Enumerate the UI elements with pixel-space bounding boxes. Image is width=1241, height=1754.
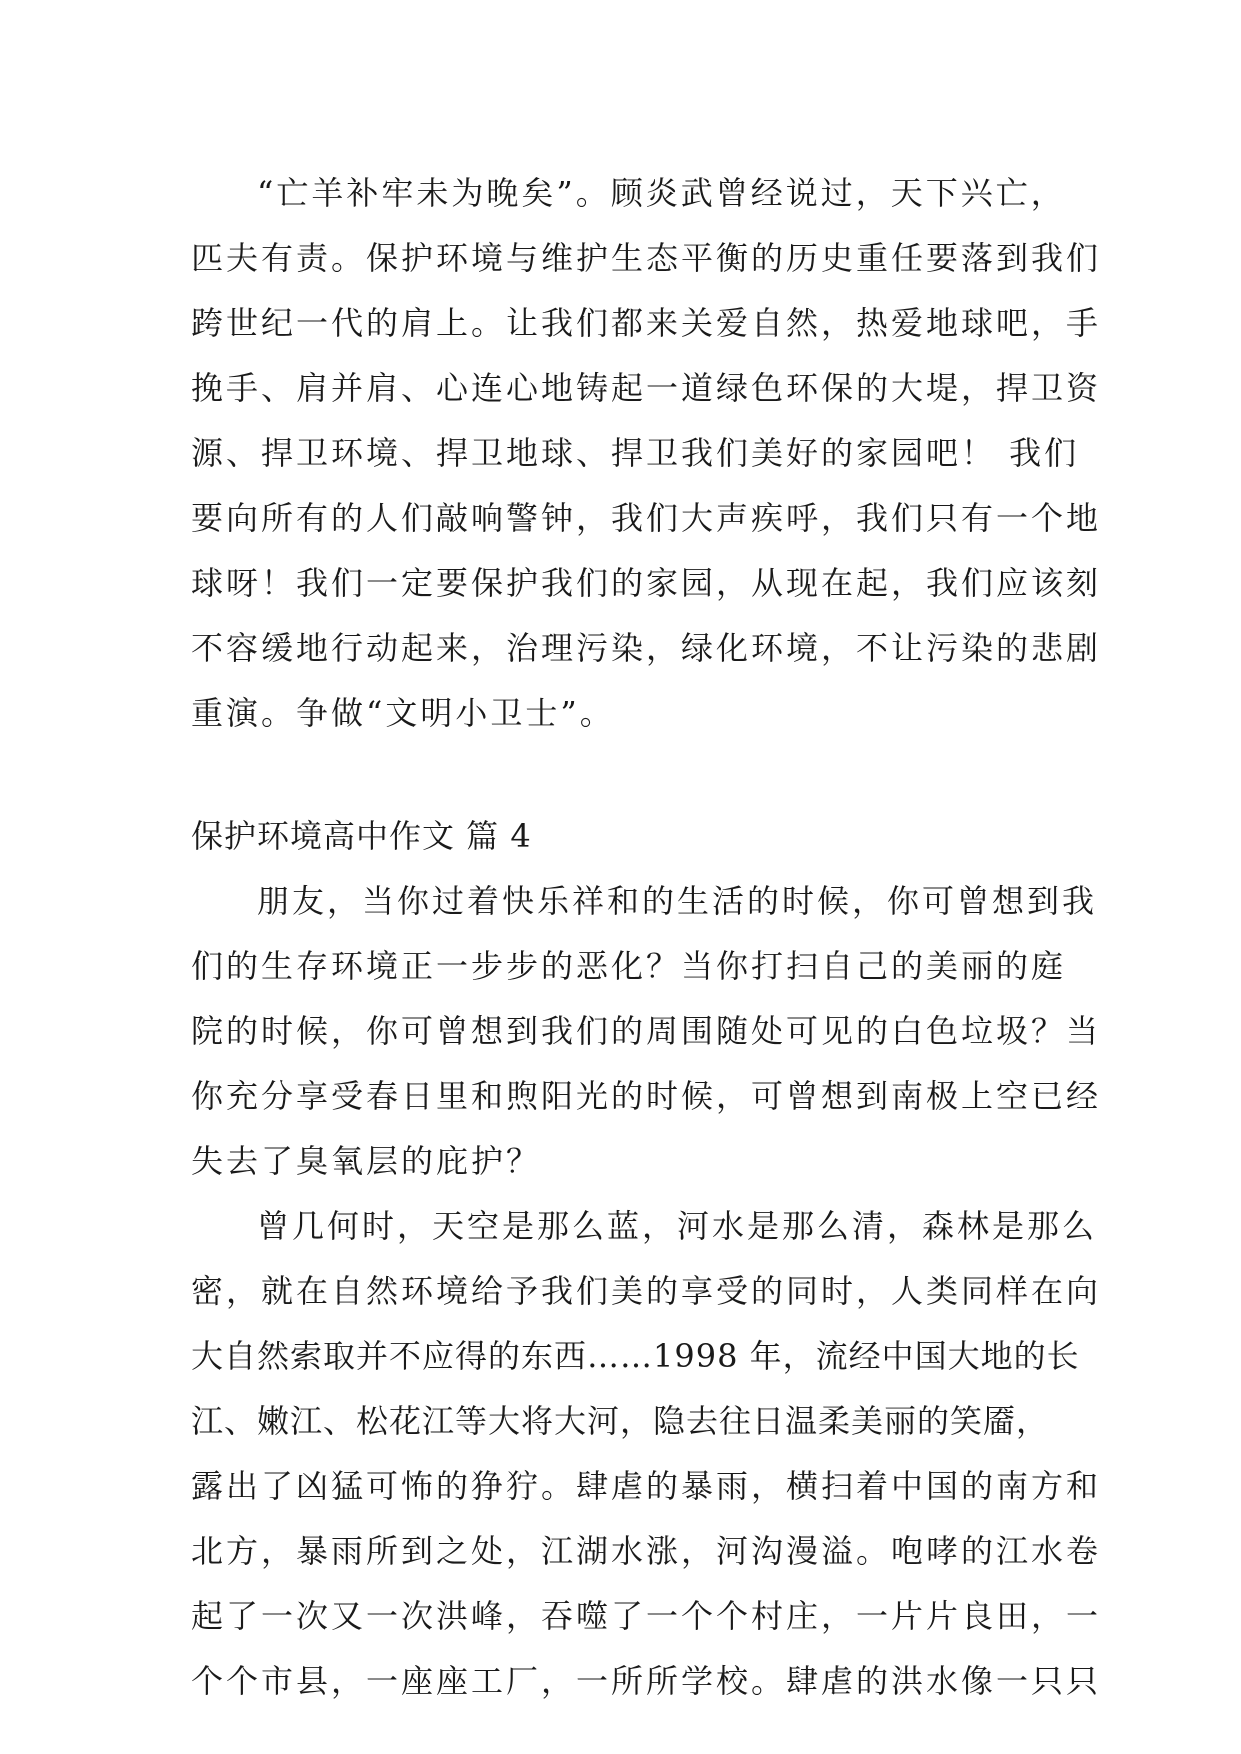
paragraph-line: 要向所有的人们敲响警钟，我们大声疾呼，我们只有一个地	[191, 499, 1102, 537]
paragraph-1	[191, 161, 1102, 746]
paragraph-line: 个个市县，一座座工厂，一所所学校。肆虐的洪水像一只只	[191, 1662, 1102, 1700]
paragraph-line: 你充分享受春日里和煦阳光的时候，可曾想到南极上空已经	[191, 1077, 1102, 1115]
paragraph-line: 江、嫩江、松花江等大将大河，隐去往日温柔美丽的笑靥，	[191, 1402, 1050, 1440]
paragraph-line: 大自然索取并不应得的东西……1998 年，流经中国大地的长	[191, 1337, 1080, 1375]
section-heading: 保护环境高中作文 篇 4	[191, 817, 532, 855]
section-gap	[191, 746, 1051, 804]
paragraph-line: 朋友，当你过着快乐祥和的生活的时候，你可曾想到我	[257, 882, 1098, 920]
paragraph-line: “亡羊补牢未为晚矣”。顾炎武曾经说过，天下兴亡，	[257, 174, 1066, 212]
paragraph-line: 不容缓地行动起来，治理污染，绿化环境，不让污染的悲剧	[191, 629, 1102, 667]
paragraph-line: 匹夫有责。保护环境与维护生态平衡的历史重任要落到我们	[191, 239, 1102, 277]
paragraph-3	[191, 1194, 1102, 1714]
paragraph-line: 露出了凶猛可怖的狰狞。肆虐的暴雨，横扫着中国的南方和	[191, 1467, 1102, 1505]
paragraph-line: 源、捍卫环境、捍卫地球、捍卫我们美好的家园吧！ 我们	[191, 434, 1080, 472]
paragraph-line: 挽手、肩并肩、心连心地铸起一道绿色环保的大堤，捍卫资	[191, 369, 1102, 407]
paragraph-line: 球呀！我们一定要保护我们的家园，从现在起，我们应该刻	[191, 564, 1102, 602]
paragraph-line: 跨世纪一代的肩上。让我们都来关爱自然，热爱地球吧，手	[191, 304, 1102, 342]
paragraph-line: 重演。争做“文明小卫士”。	[191, 694, 615, 732]
paragraph-line: 院的时候，你可曾想到我们的周围随处可见的白色垃圾？当	[191, 1012, 1102, 1050]
paragraph-line: 们的生存环境正一步步的恶化？当你打扫自己的美丽的庭	[191, 947, 1067, 985]
paragraph-line: 失去了臭氧层的庇护？	[191, 1142, 542, 1180]
paragraph-line: 曾几何时，天空是那么蓝，河水是那么清，森林是那么	[257, 1207, 1098, 1245]
paragraph-line: 密，就在自然环境给予我们美的享受的同时，人类同样在向	[191, 1272, 1102, 1310]
paragraph-line: 起了一次又一次洪峰，吞噬了一个个村庄，一片片良田，一	[191, 1597, 1102, 1635]
document-body	[191, 161, 1102, 1714]
paragraph-2	[191, 869, 1102, 1194]
paragraph-line: 北方，暴雨所到之处，江湖水涨，河沟漫溢。咆哮的江水卷	[191, 1532, 1102, 1570]
